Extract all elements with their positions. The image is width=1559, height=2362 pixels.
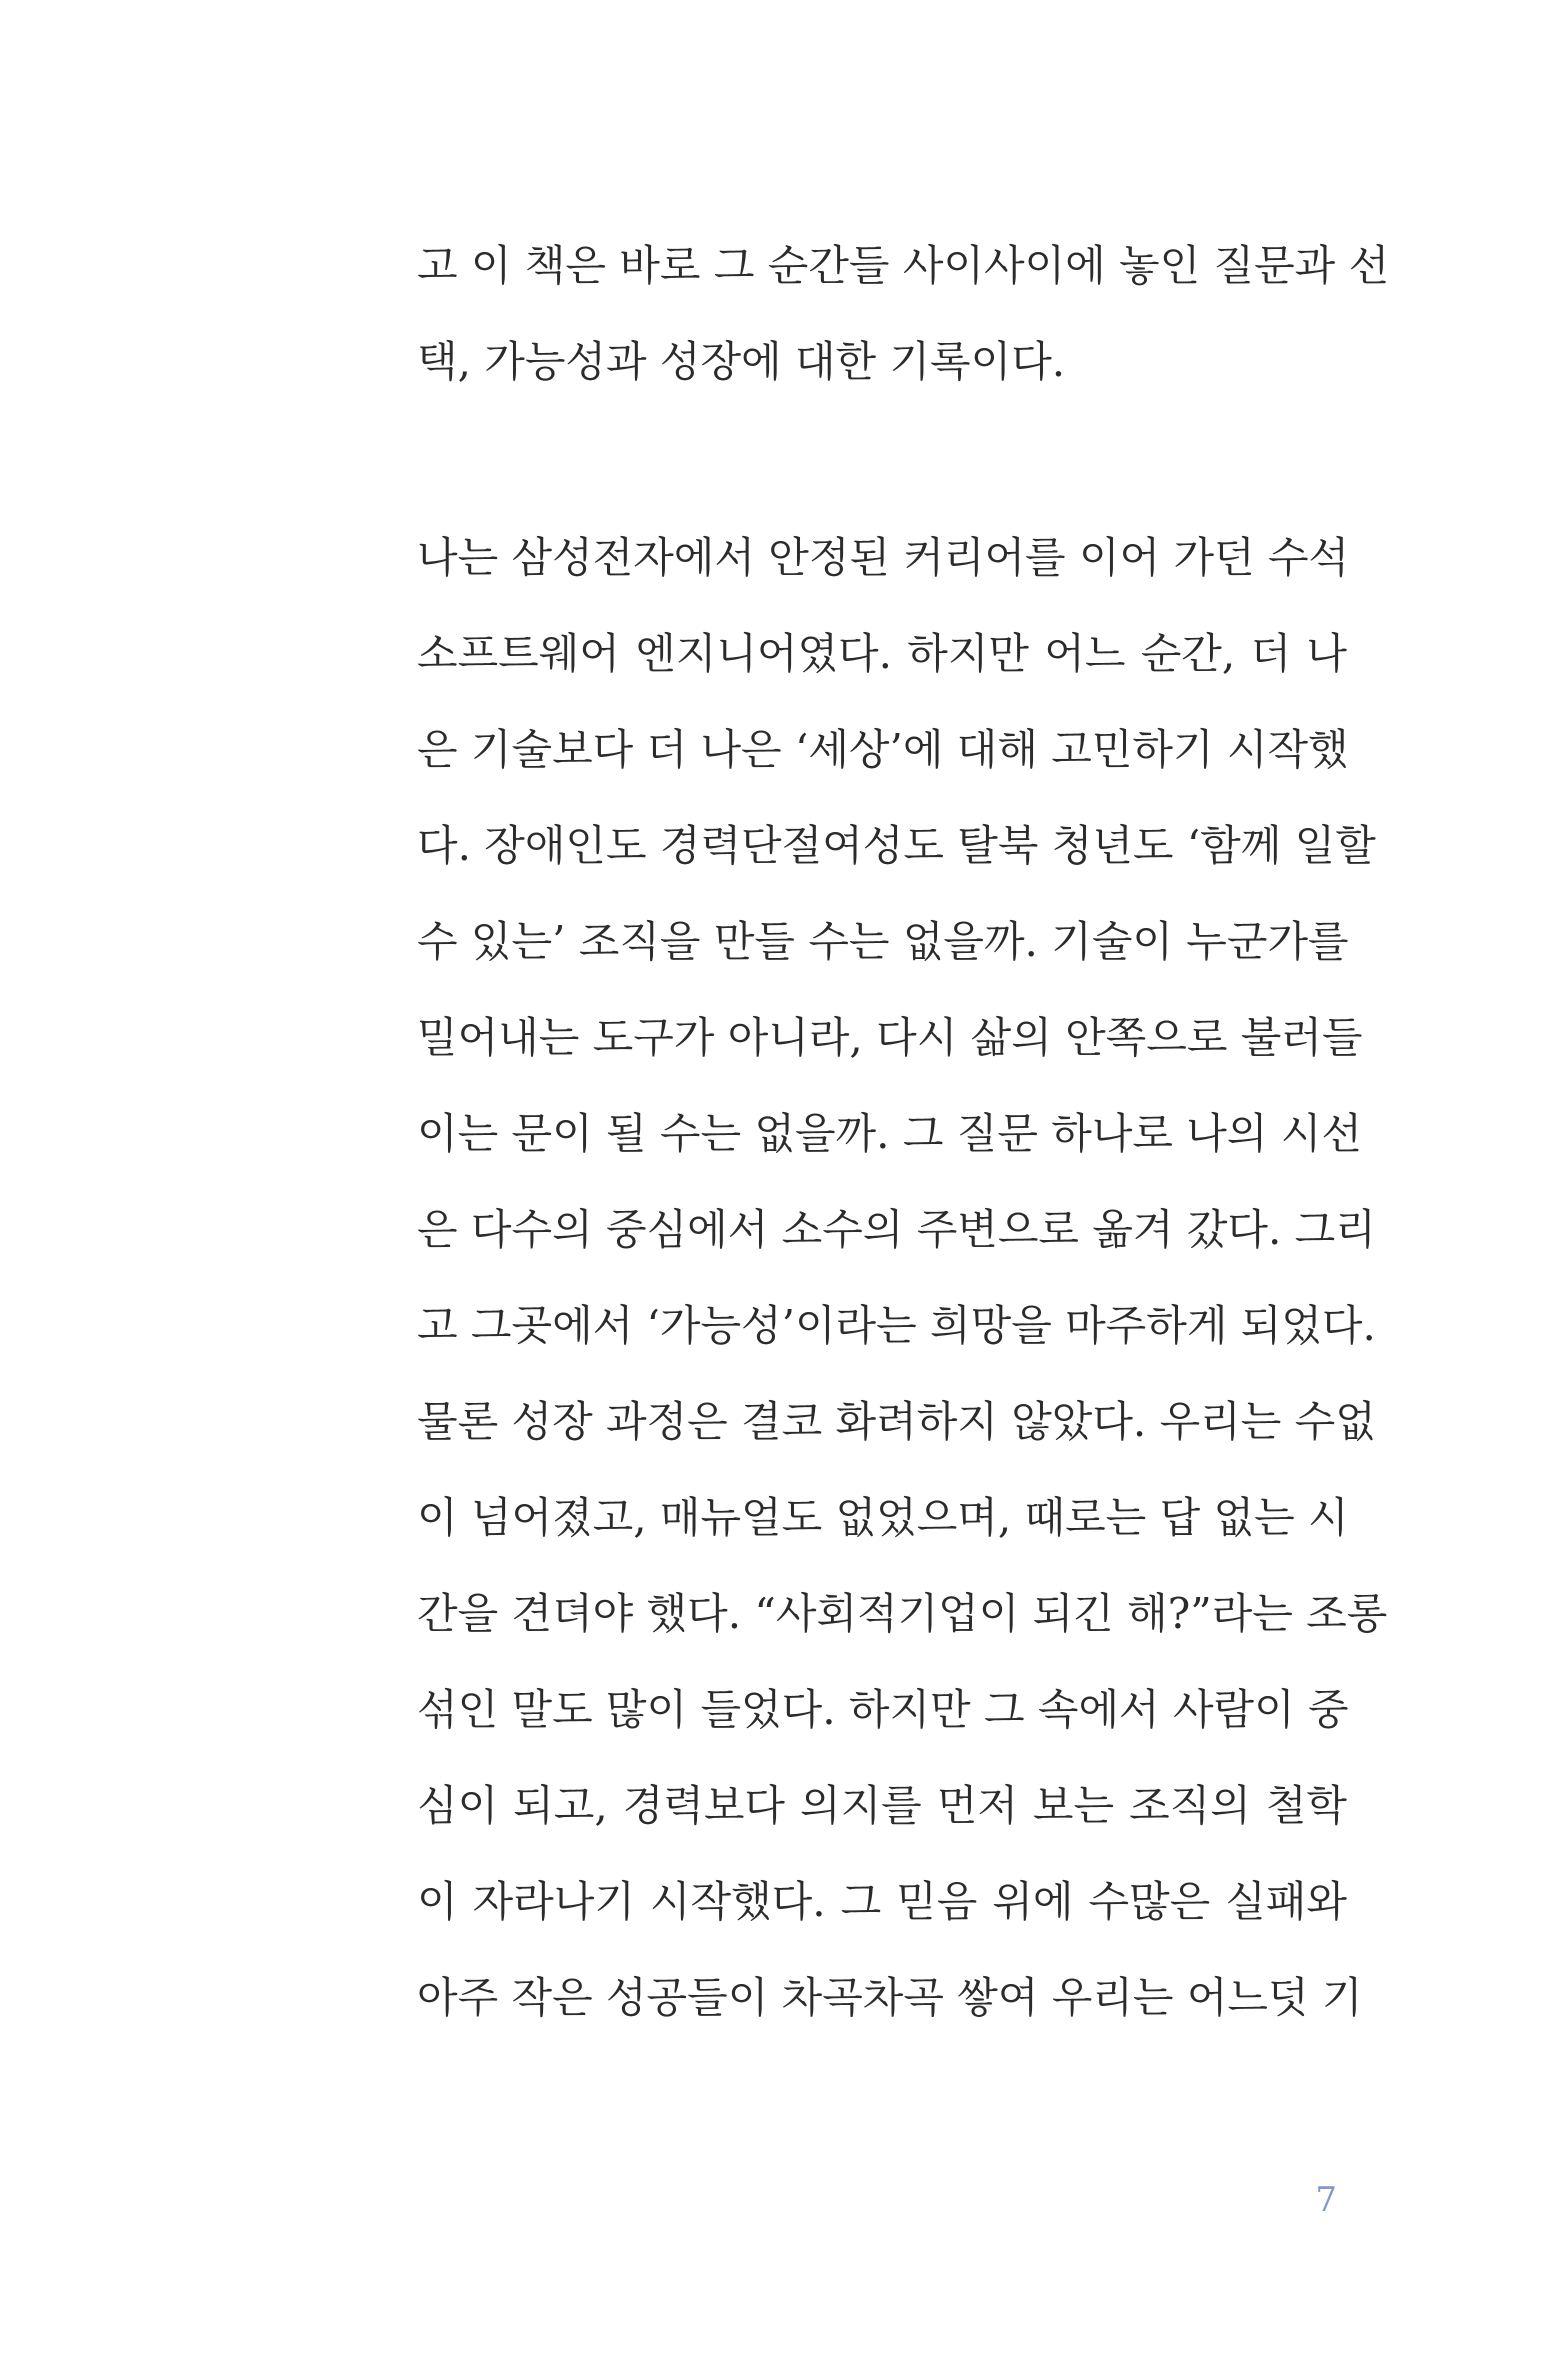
text-line: 섞인 말도 많이 들었다. 하지만 그 속에서 사람이 중 xyxy=(417,1685,1349,1734)
text-line: 밀어내는 도구가 아니라, 다시 삶의 안쪽으로 불러들 xyxy=(417,1013,1363,1062)
paragraph-2 xyxy=(417,510,1388,2046)
text-line: 소프트웨어 엔지니어였다. 하지만 어느 순간, 더 나 xyxy=(417,629,1347,678)
text-line: 나는 삼성전자에서 안정된 커리어를 이어 가던 수석 xyxy=(417,533,1350,582)
text-line: 다. 장애인도 경력단절여성도 탈북 청년도 ‘함께 일할 xyxy=(417,821,1376,870)
page-number: 7 xyxy=(1315,2180,1337,2220)
text-line: 고 그곳에서 ‘가능성’이라는 희망을 마주하게 되었다. xyxy=(417,1301,1376,1350)
text-line: 고 이 책은 바로 그 순간들 사이사이에 놓인 질문과 선 xyxy=(417,241,1390,290)
text-line: 수 있는’ 조직을 만들 수는 없을까. 기술이 누군가를 xyxy=(417,917,1349,966)
text-line: 이 자라나기 시작했다. 그 믿음 위에 수많은 실패와 xyxy=(417,1877,1347,1926)
text-line: 은 기술보다 더 나은 ‘세상’에 대해 고민하기 시작했 xyxy=(417,725,1349,774)
text-line: 은 다수의 중심에서 소수의 주변으로 옮겨 갔다. 그리 xyxy=(417,1205,1376,1254)
text-line: 택, 가능성과 성장에 대한 기록이다. xyxy=(417,337,1066,386)
text-line: 간을 견뎌야 했다. “사회적기업이 되긴 해?”라는 조롱 xyxy=(417,1589,1388,1638)
paragraph-1 xyxy=(417,218,1390,410)
text-line: 이 넘어졌고, 매뉴얼도 없었으며, 때로는 답 없는 시 xyxy=(417,1493,1349,1542)
text-line: 이는 문이 될 수는 없을까. 그 질문 하나로 나의 시선 xyxy=(417,1109,1362,1158)
text-line: 심이 되고, 경력보다 의지를 먼저 보는 조직의 철학 xyxy=(417,1781,1347,1830)
text-line: 아주 작은 성공들이 차곡차곡 쌓여 우리는 어느덧 기 xyxy=(417,1973,1363,2022)
text-line: 물론 성장 과정은 결코 화려하지 않았다. 우리는 수없 xyxy=(417,1397,1376,1446)
